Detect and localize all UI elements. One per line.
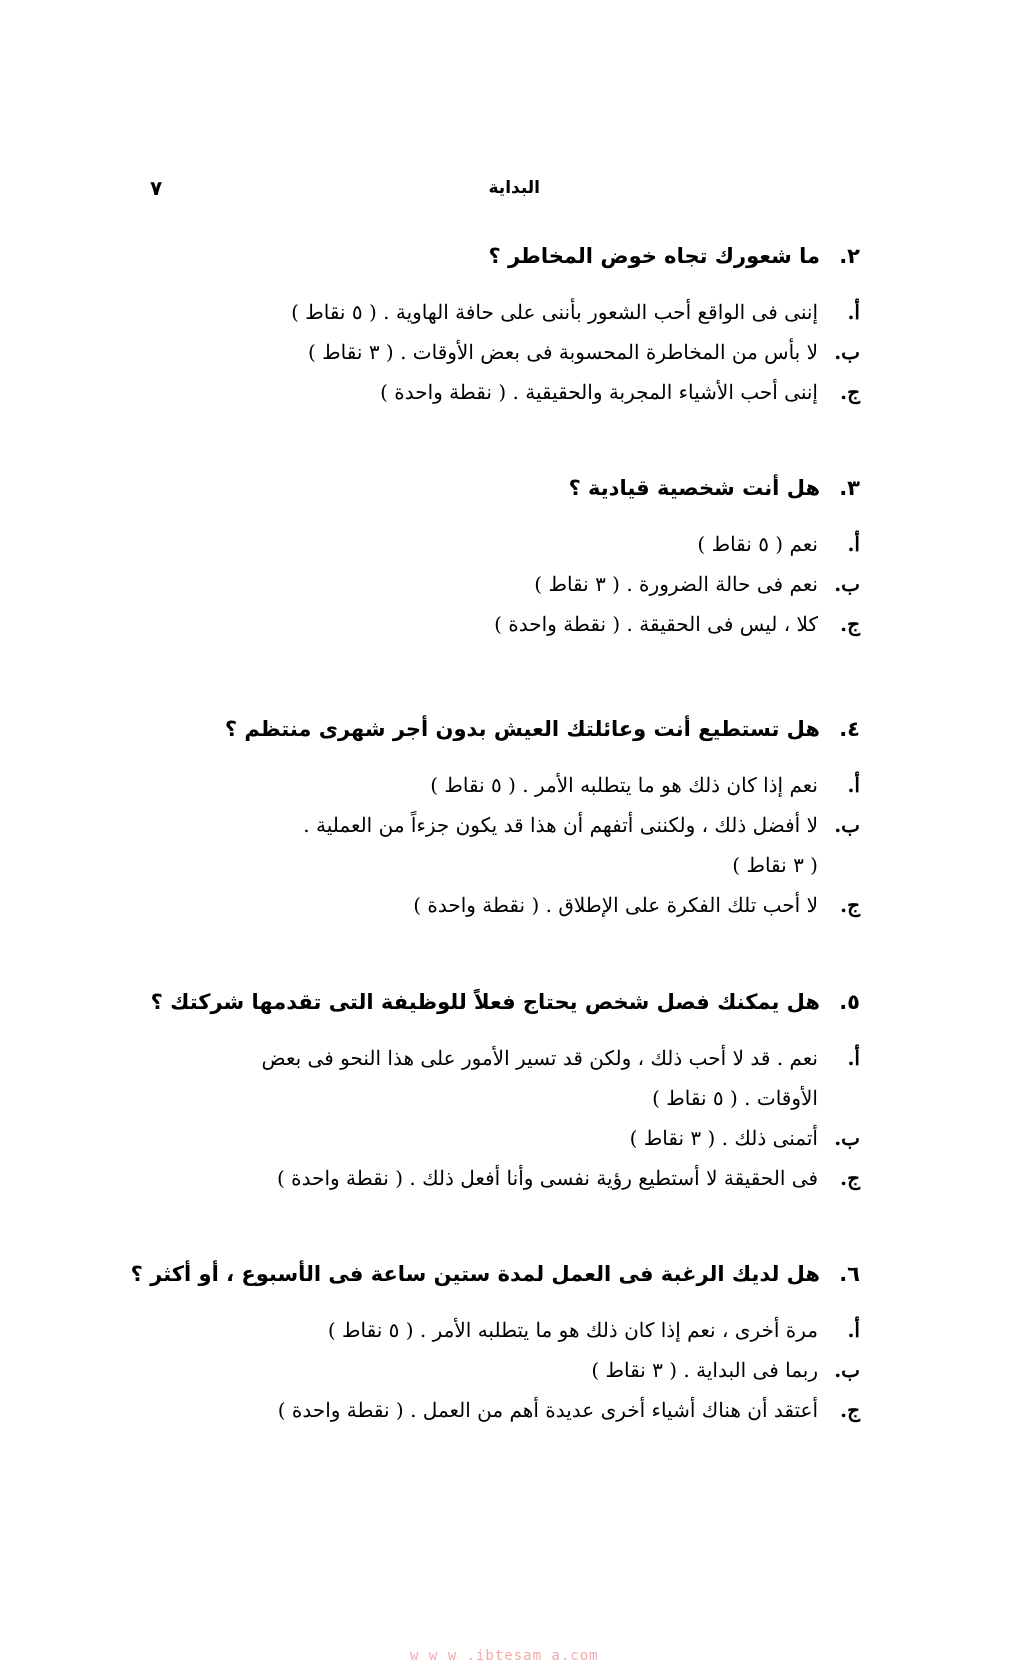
question-heading: [140, 717, 860, 755]
option-text: أعتقد أن هناك أشياء أخرى عديدة أهم من العمل . ( نقطة واحدة ): [277, 1398, 818, 1422]
option-text-continuation: ( ٣ نقاط ): [732, 853, 818, 877]
option-text-continuation: الأوقات . ( ٥ نقاط ): [652, 1086, 818, 1110]
question-number: ٣.: [839, 476, 860, 500]
question-3: [494, 476, 860, 644]
option-c: [291, 372, 860, 412]
option-letter: ج.: [840, 1166, 860, 1190]
option-letter: ب.: [834, 340, 860, 364]
option-text: لا بأس من المخاطرة المحسوبة فى بعض الأوقات . ( ٣ نقاط ): [308, 340, 818, 364]
option-b: [131, 1350, 860, 1390]
option-text: كلا ، ليس فى الحقيقة . ( نقطة واحدة ): [494, 612, 818, 636]
option-a: [291, 292, 860, 332]
option-text: فى الحقيقة لا أستطيع رؤية نفسى وأنا أفعل ذلك . ( نقطة واحدة ): [276, 1166, 818, 1190]
question-2: [291, 244, 860, 412]
option-list: [140, 765, 860, 925]
option-text: نعم ( ٥ نقاط ): [697, 532, 818, 556]
option-letter: أ.: [847, 773, 860, 797]
option-letter: أ.: [847, 300, 860, 324]
option-text: إننى فى الواقع أحب الشعور بأننى على حافة الهاوية . ( ٥ نقاط ): [291, 300, 818, 324]
option-list: [291, 292, 860, 412]
option-c: [494, 604, 860, 644]
option-letter: ب.: [834, 813, 860, 837]
question-text: ما شعورك تجاه خوض المخاطر ؟: [488, 244, 820, 268]
option-text: نعم فى حالة الضرورة . ( ٣ نقاط ): [534, 572, 818, 596]
option-b: [291, 332, 860, 372]
option-text-wrapped: [303, 805, 818, 885]
option-text: نعم . قد لا أحب ذلك ، ولكن قد تسير الأمور على هذا النحو فى بعض: [261, 1046, 818, 1070]
option-c: [131, 1390, 860, 1430]
option-text: لا أحب تلك الفكرة على الإطلاق . ( نقطة واحدة ): [413, 893, 818, 917]
option-text-wrapped: [261, 1038, 818, 1118]
option-text: أتمنى ذلك . ( ٣ نقاط ): [629, 1126, 818, 1150]
chapter-title: البداية: [488, 178, 540, 198]
option-c: [140, 885, 860, 925]
option-letter: أ.: [847, 532, 860, 556]
question-text: هل يمكنك فصل شخص يحتاج فعلاً للوظيفة التى تقدمها شركتك ؟: [150, 990, 820, 1014]
option-text: ربما فى البداية . ( ٣ نقاط ): [591, 1358, 818, 1382]
option-list: [140, 1038, 860, 1198]
question-heading: [131, 1262, 860, 1300]
option-b: [140, 1118, 860, 1158]
question-5: [140, 990, 860, 1198]
option-text: مرة أخرى ، نعم إذا كان ذلك هو ما يتطلبه الأمر . ( ٥ نقاط ): [327, 1318, 818, 1342]
question-heading: [140, 990, 860, 1028]
option-a: [140, 1038, 860, 1118]
option-text: نعم إذا كان ذلك هو ما يتطلبه الأمر . ( ٥ نقاط ): [430, 773, 818, 797]
question-text: هل أنت شخصية قيادية ؟: [568, 476, 820, 500]
option-text: إننى أحب الأشياء المجربة والحقيقية . ( نقطة واحدة ): [380, 380, 818, 404]
option-letter: ب.: [834, 572, 860, 596]
option-text: لا أفضل ذلك ، ولكننى أتفهم أن هذا قد يكون جزءاً من العملية .: [303, 813, 818, 837]
option-letter: أ.: [847, 1046, 860, 1070]
option-letter: ب.: [834, 1126, 860, 1150]
option-letter: أ.: [847, 1318, 860, 1342]
question-text: هل لديك الرغبة فى العمل لمدة ستين ساعة فى الأسبوع ، أو أكثر ؟: [130, 1262, 820, 1286]
question-heading: [291, 244, 860, 282]
question-number: ٦.: [839, 1262, 860, 1286]
question-4: [140, 717, 860, 925]
option-a: [140, 765, 860, 805]
page-number: ٧: [150, 176, 163, 200]
option-letter: ج.: [840, 612, 860, 636]
option-b: [140, 805, 860, 885]
question-number: ٢.: [839, 244, 860, 268]
option-c: [140, 1158, 860, 1198]
option-letter: ج.: [840, 380, 860, 404]
option-a: [131, 1310, 860, 1350]
option-letter: ب.: [834, 1358, 860, 1382]
option-letter: ج.: [840, 1398, 860, 1422]
website-watermark: w w w .ibtesam a.com: [410, 1648, 599, 1664]
running-head: [150, 178, 540, 208]
option-letter: ج.: [840, 893, 860, 917]
option-a: [494, 524, 860, 564]
question-number: ٤.: [839, 717, 860, 741]
option-list: [131, 1310, 860, 1430]
question-heading: [494, 476, 860, 514]
question-number: ٥.: [839, 990, 860, 1014]
option-list: [494, 524, 860, 644]
option-b: [494, 564, 860, 604]
question-6: [131, 1262, 860, 1430]
question-text: هل تستطيع أنت وعائلتك العيش بدون أجر شهرى منتظم ؟: [224, 717, 820, 741]
